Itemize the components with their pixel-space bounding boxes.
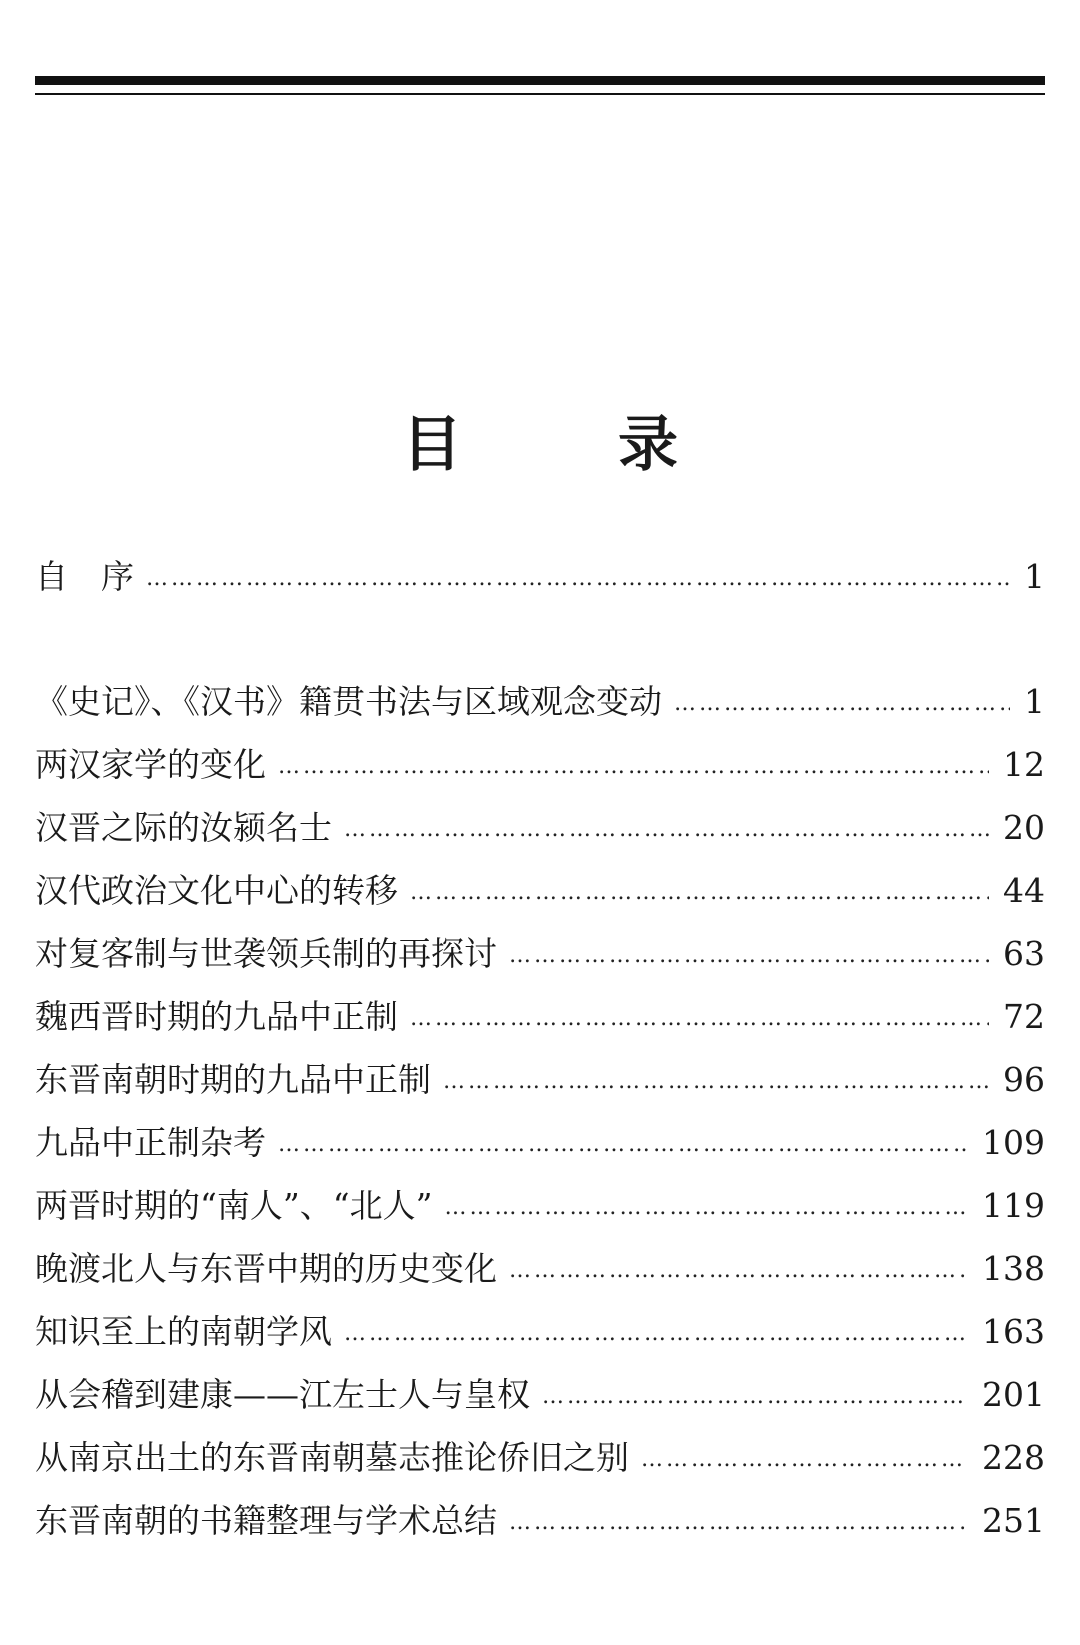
toc-entry[interactable] (35, 1055, 1045, 1105)
toc-entry-title: 魏西晋时期的九品中正制 (35, 997, 398, 1036)
toc-entry-title: 两汉家学的变化 (35, 745, 266, 784)
toc-entry-page: 1 (1024, 557, 1045, 596)
toc-entry[interactable] (35, 1496, 1045, 1546)
toc-entry-page: 119 (982, 1186, 1045, 1225)
toc-entry[interactable] (35, 803, 1045, 853)
toc-entry[interactable] (35, 1433, 1045, 1483)
toc-entry[interactable] (35, 1370, 1045, 1420)
dot-leader (509, 1498, 968, 1548)
toc-entry-title: 汉晋之际的汝颍名士 (35, 808, 332, 847)
toc-entry[interactable] (35, 1244, 1045, 1294)
dot-leader (674, 679, 1010, 729)
toc-entry-page: 96 (1003, 1060, 1045, 1099)
toc-entry[interactable] (35, 677, 1045, 727)
header-rule-thick (35, 76, 1045, 85)
toc-entry-title: 九品中正制杂考 (35, 1123, 266, 1162)
toc-entry[interactable] (35, 1181, 1045, 1231)
dot-leader (542, 1372, 968, 1422)
dot-leader (509, 931, 989, 981)
toc-entry-page: 72 (1003, 997, 1045, 1036)
toc-entry-page: 1 (1024, 682, 1045, 721)
toc-entry-page: 44 (1003, 871, 1045, 910)
toc-entry-page: 63 (1003, 934, 1045, 973)
dot-leader (509, 1246, 968, 1296)
toc-entry-page: 20 (1003, 808, 1045, 847)
toc-entry-page: 201 (982, 1375, 1045, 1414)
dot-leader (641, 1435, 968, 1485)
toc-entry-title: 汉代政治文化中心的转移 (35, 871, 398, 910)
toc-entry[interactable] (35, 1307, 1045, 1357)
dot-leader (410, 994, 989, 1044)
toc-entry-page: 228 (982, 1438, 1045, 1477)
toc-entry-page: 12 (1003, 745, 1045, 784)
toc-entry[interactable] (35, 866, 1045, 916)
toc-entry-title: 从会稽到建康——江左士人与皇权 (35, 1375, 530, 1414)
page-title: 目 录 (402, 410, 726, 481)
toc-entry-page: 109 (982, 1123, 1045, 1162)
toc-entry-title: 从南京出土的东晋南朝墓志推论侨旧之别 (35, 1438, 629, 1477)
dot-leader (344, 805, 989, 855)
toc-entry-title: 东晋南朝的书籍整理与学术总结 (35, 1501, 497, 1540)
header-rule-thin (35, 93, 1045, 95)
toc-entry-title: 两晋时期的“南人”、“北人” (35, 1186, 433, 1225)
toc-entry[interactable] (35, 929, 1045, 979)
toc-entry-title: 知识至上的南朝学风 (35, 1312, 332, 1351)
dot-leader (410, 868, 989, 918)
toc-entry-page: 251 (982, 1501, 1045, 1540)
dot-leader (278, 1120, 968, 1170)
dot-leader (444, 1183, 968, 1233)
toc-entry-title: 晚渡北人与东晋中期的历史变化 (35, 1249, 497, 1288)
dot-leader (443, 1057, 989, 1107)
toc-entry-title: 东晋南朝时期的九品中正制 (35, 1060, 431, 1099)
toc-entry-title: 《史记》、《汉书》籍贯书法与区域观念变动 (35, 682, 662, 721)
toc-entry-title: 对复客制与世袭领兵制的再探讨 (35, 934, 497, 973)
toc-entry-preface[interactable] (35, 552, 1045, 602)
dot-leader (278, 742, 989, 792)
toc-entry-title: 自 序 (35, 557, 134, 596)
toc-entry[interactable] (35, 992, 1045, 1042)
toc-entry-page: 138 (982, 1249, 1045, 1288)
toc-entry[interactable] (35, 740, 1045, 790)
dot-leader (146, 554, 1010, 604)
dot-leader (344, 1309, 968, 1359)
toc-entry-page: 163 (982, 1312, 1045, 1351)
toc-entry[interactable] (35, 1118, 1045, 1168)
